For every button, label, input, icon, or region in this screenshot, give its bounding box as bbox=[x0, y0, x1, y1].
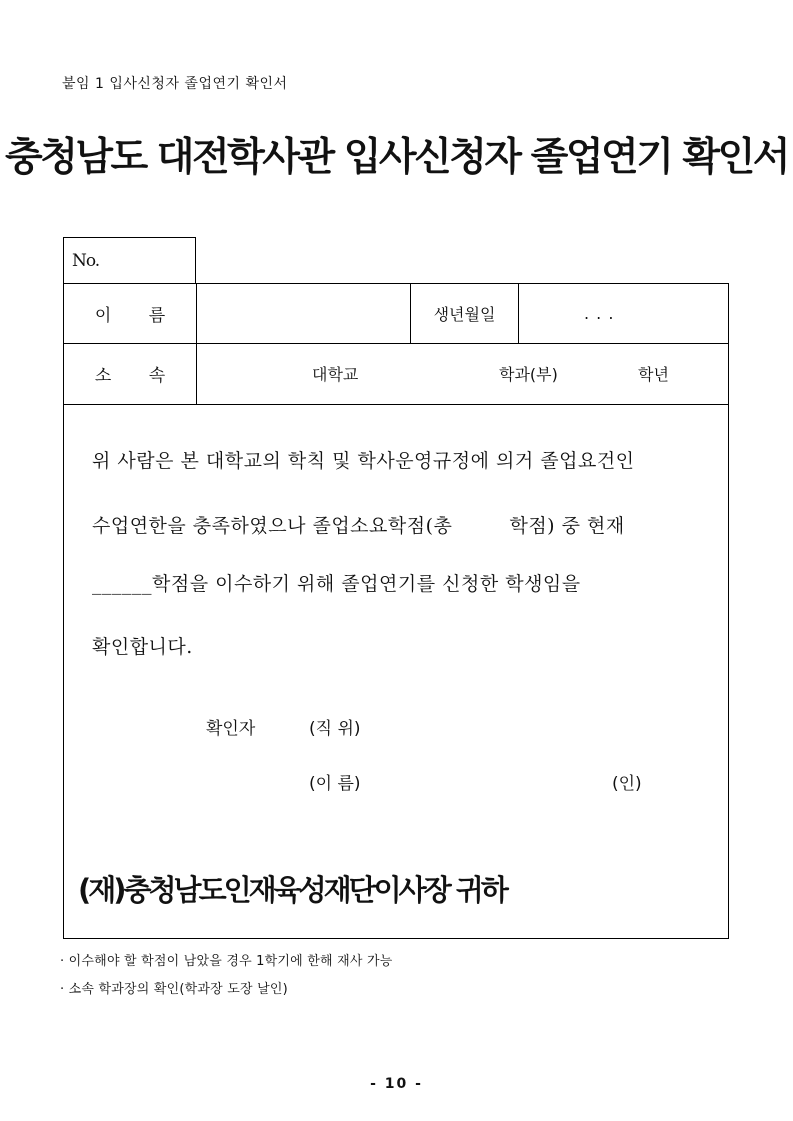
grade-label: 학년 bbox=[638, 365, 669, 384]
body-line-2 bbox=[92, 511, 704, 538]
document-title: 충청남도 대전학사관 입사신청자 졸업연기 확인서 bbox=[5, 135, 788, 180]
addressee: (재)충청남도인재육성재단이사장 귀하 bbox=[78, 873, 506, 907]
name-label: 이 름 bbox=[64, 284, 197, 343]
body-line-2a: 수업연한을 충족하였으나 졸업소요학점(총 bbox=[92, 515, 453, 537]
body-line-2b: 학점) 중 현재 bbox=[509, 515, 625, 537]
body-line-3-text: 학점을 이수하기 위해 졸업연기를 신청한 학생임을 bbox=[152, 573, 581, 595]
credits-blank: ______ bbox=[92, 573, 152, 595]
dob-label: 생년월일 bbox=[410, 284, 519, 343]
seal-label: (인) bbox=[612, 774, 642, 794]
body-line-4: 확인합니다. bbox=[92, 636, 193, 658]
number-box bbox=[63, 237, 196, 283]
position-label: (직 위) bbox=[309, 719, 361, 739]
department-label: 학과(부) bbox=[499, 365, 558, 384]
university-label: 대학교 bbox=[312, 365, 359, 384]
note-1: · 이수해야 할 학점이 남았을 경우 1학기에 한해 재사 가능 bbox=[60, 954, 393, 969]
note-2: · 소속 학과장의 확인(학과장 도장 날인) bbox=[60, 982, 288, 997]
dob-field: . . . bbox=[584, 304, 615, 323]
affiliation-row bbox=[64, 343, 728, 405]
confirmer-label: 확인자 bbox=[206, 719, 256, 739]
body-line-3 bbox=[92, 569, 704, 596]
name-row bbox=[64, 284, 728, 344]
signer-name-label: (이 름) bbox=[309, 774, 361, 794]
number-label: No. bbox=[72, 251, 100, 271]
page-number: - 10 - bbox=[370, 1076, 423, 1092]
affiliation-label: 소 속 bbox=[64, 343, 197, 404]
confirmation-form bbox=[63, 283, 729, 939]
body-line-1: 위 사람은 본 대학교의 학칙 및 학사운영규정에 의거 졸업요건인 bbox=[92, 450, 635, 472]
attachment-label: 붙임 1 입사신청자 졸업연기 확인서 bbox=[62, 76, 288, 92]
